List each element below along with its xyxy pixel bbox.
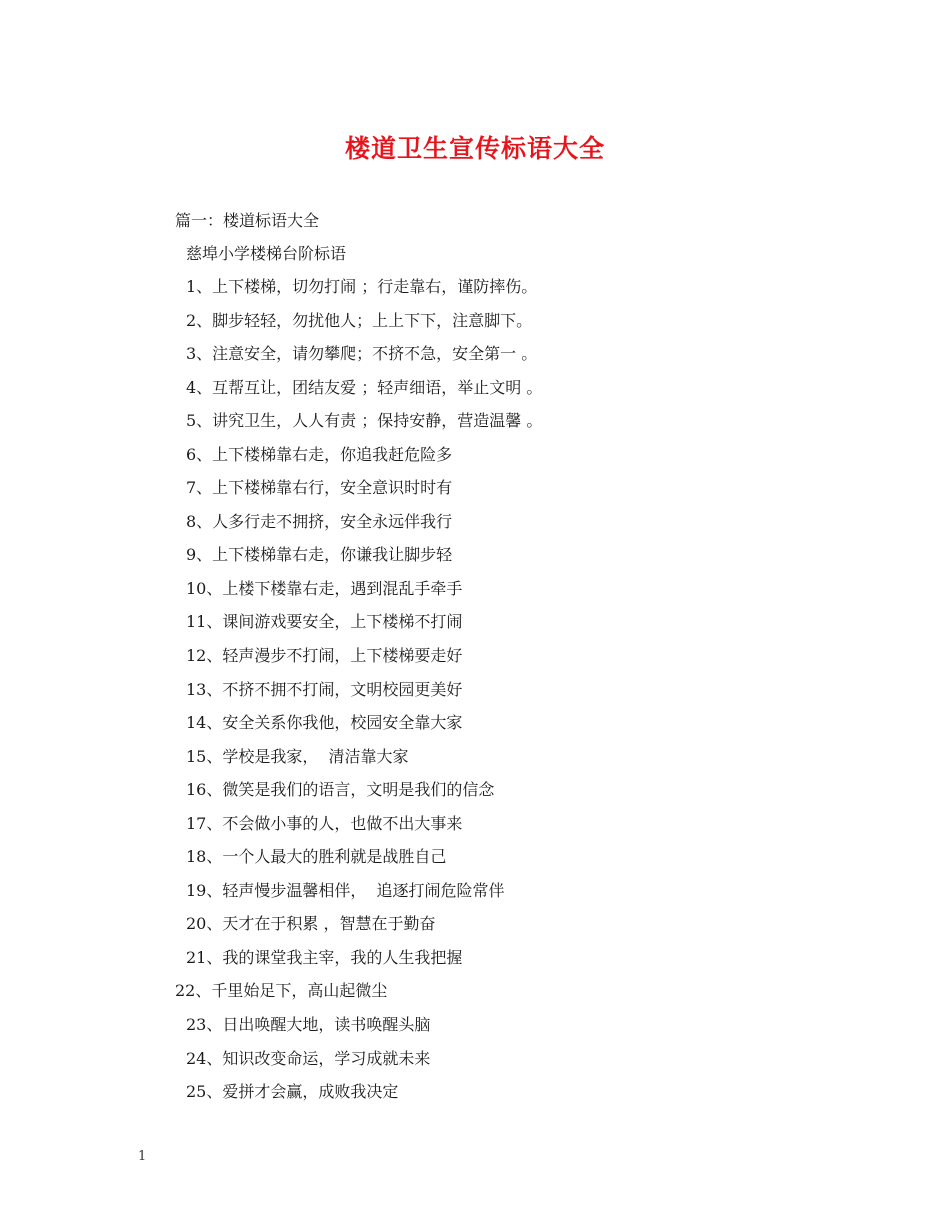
slogan-item: 16、微笑是我们的语言，文明是我们的信念 [186, 780, 495, 800]
slogan-item: 2、脚步轻轻，勿扰他人；上上下下，注意脚下。 [186, 310, 533, 330]
slogan-item: 9、上下楼梯靠右走，你谦我让脚步轻 [186, 545, 453, 565]
slogan-item: 3、注意安全，请勿攀爬；不挤不急，安全第一 。 [186, 344, 538, 364]
slogan-item: 21、我的课堂我主宰，我的人生我把握 [186, 947, 463, 967]
slogan-item: 5、讲究卫生，人人有责 ；保持安静，营造温馨 。 [186, 411, 543, 431]
slogan-item: 10、上楼下楼靠右走，遇到混乱手牵手 [186, 578, 463, 598]
slogan-item: 25、爱拼才会赢，成败我决定 [186, 1082, 399, 1102]
slogan-item: 8、人多行走不拥挤，安全永远伴我行 [186, 511, 453, 531]
slogan-item: 19、轻声慢步温馨相伴， 追逐打闹危险常伴 [186, 880, 505, 900]
slogan-item: 7、上下楼梯靠右行，安全意识时时有 [186, 478, 453, 498]
slogan-item: 14、安全关系你我他，校园安全靠大家 [186, 713, 463, 733]
slogan-item: 23、日出唤醒大地，读书唤醒头脑 [186, 1015, 431, 1035]
slogan-item: 15、学校是我家， 清洁靠大家 [186, 746, 409, 766]
slogan-item: 4、互帮互让，团结友爱 ；轻声细语，举止文明 。 [186, 377, 543, 397]
slogan-item: 6、上下楼梯靠右走，你追我赶危险多 [186, 444, 453, 464]
slogan-item: 13、不挤不拥不打闹，文明校园更美好 [186, 679, 463, 699]
document-title: 楼道卫生宣传标语大全 [344, 134, 605, 163]
slogan-item: 11、课间游戏要安全，上下楼梯不打闹 [186, 612, 463, 632]
slogan-item: 20、天才在于积累 ，智慧在于勤奋 [186, 914, 436, 934]
section-subtitle: 慈埠小学楼梯台阶标语 [186, 244, 347, 263]
slogan-item: 24、知识改变命运，学习成就未来 [186, 1048, 431, 1068]
page-number: 1 [138, 1149, 147, 1164]
slogan-item: 1、上下楼梯，切勿打闹 ；行走靠右，谨防摔伤。 [186, 277, 538, 296]
slogan-item: 12、轻声漫步不打闹，上下楼梯要走好 [186, 646, 463, 666]
slogan-item: 18、一个人最大的胜利就是战胜自己 [186, 847, 447, 867]
slogan-item: 22、千里始足下，高山起微尘 [175, 981, 388, 1001]
section-heading: 篇一：楼道标语大全 [175, 211, 320, 230]
slogan-item: 17、不会做小事的人，也做不出大事来 [186, 813, 463, 833]
slogan-list [0, 274, 950, 1113]
